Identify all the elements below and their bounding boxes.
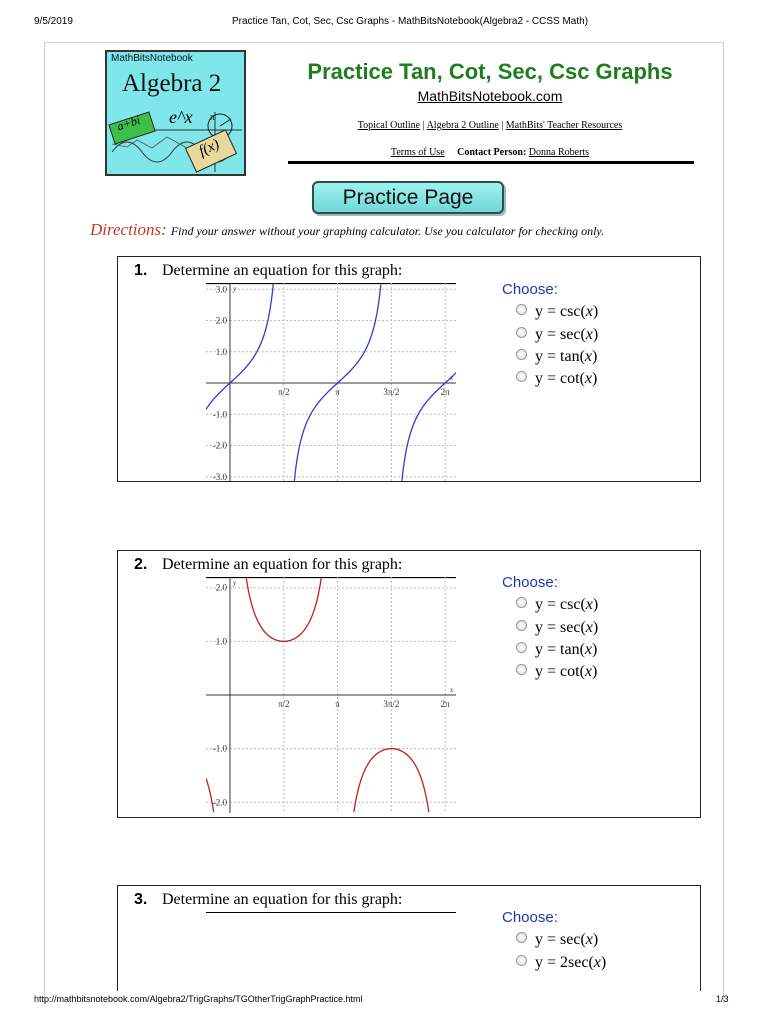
option-sec[interactable] xyxy=(516,931,598,949)
algebra-outline-link[interactable]: Algebra 2 Outline xyxy=(426,120,499,131)
x-tick-label: 3π/2 xyxy=(383,699,400,709)
question-number: 3. xyxy=(134,891,148,908)
option-close: ) xyxy=(592,663,598,680)
teacher-resources-link[interactable]: MathBits' Teacher Resources xyxy=(505,120,623,131)
graph-q2 xyxy=(206,577,456,813)
choose-label: Choose: xyxy=(502,574,558,591)
option-label: y = sec( xyxy=(535,931,586,948)
question-number: 1. xyxy=(134,262,148,279)
x-tick-label: π/2 xyxy=(277,387,290,397)
option-label: y = cot( xyxy=(535,370,585,387)
question-prompt: Determine an equation for this graph: xyxy=(162,262,403,279)
option-label: y = cot( xyxy=(535,663,585,680)
logo-function: f(x) xyxy=(196,136,223,160)
option-close: ) xyxy=(592,931,599,948)
question-box xyxy=(117,550,701,818)
option-close: ) xyxy=(592,370,598,387)
x-axis-label: x xyxy=(450,374,454,382)
radio-button[interactable] xyxy=(516,349,527,360)
footer-page-number: 1/3 xyxy=(716,994,729,1004)
option-label: y = csc( xyxy=(535,303,586,320)
option-close: ) xyxy=(592,348,598,365)
option-close: ) xyxy=(592,641,598,658)
option-tan[interactable] xyxy=(516,641,597,659)
radio-button[interactable] xyxy=(516,304,527,315)
print-title: Practice Tan, Cot, Sec, Csc Graphs - MathBitsNotebook(Algebra2 - CCSS Math) xyxy=(231,16,589,27)
link-separator: | xyxy=(422,120,425,131)
logo-brand: MathBitsNotebook xyxy=(111,53,193,64)
radio-button[interactable] xyxy=(516,327,527,338)
option-close: ) xyxy=(600,954,607,971)
x-tick-label: π xyxy=(335,387,340,397)
logo-course: Algebra 2 xyxy=(122,70,222,97)
option-cot[interactable] xyxy=(516,370,597,388)
y-tick-label: 1.0 xyxy=(215,346,227,357)
option-close: ) xyxy=(592,596,599,613)
y-tick-label: 3.0 xyxy=(215,284,227,295)
option-sec[interactable] xyxy=(516,619,598,637)
logo-complex: a+bi xyxy=(115,112,142,134)
option-close: ) xyxy=(592,303,599,320)
radio-button[interactable] xyxy=(516,664,527,675)
option-2sec[interactable] xyxy=(516,954,606,972)
directions-label: Directions: xyxy=(90,220,167,239)
topical-outline-link[interactable]: Topical Outline xyxy=(357,120,421,131)
x-tick-label: 2π xyxy=(440,699,450,709)
directions xyxy=(90,220,730,240)
y-tick-label: -1.0 xyxy=(212,743,227,754)
radio-button[interactable] xyxy=(516,932,527,943)
page-title: Practice Tan, Cot, Sec, Csc Graphs xyxy=(307,59,673,84)
x-tick-label: π xyxy=(335,699,340,709)
nav-links xyxy=(270,120,710,131)
y-tick-label: -2.0 xyxy=(212,440,227,451)
option-label: y = csc( xyxy=(535,596,586,613)
radio-button[interactable] xyxy=(516,620,527,631)
contact-label: Contact Person: xyxy=(457,147,527,158)
y-axis-label: y xyxy=(232,285,237,293)
radio-button[interactable] xyxy=(516,371,527,382)
x-tick-label: π/2 xyxy=(277,699,290,709)
contact-link[interactable]: Donna Roberts xyxy=(528,147,590,158)
choose-label: Choose: xyxy=(502,909,558,926)
option-var: x xyxy=(584,348,593,365)
option-close: ) xyxy=(592,619,599,636)
option-csc[interactable] xyxy=(516,596,598,614)
x-tick-label: 3π/2 xyxy=(383,387,400,397)
footer-url: http://mathbitsnotebook.com/Algebra2/TrigGraphs/TGOtherTrigGraphPractice.html xyxy=(34,994,363,1004)
option-var: x xyxy=(584,641,593,658)
option-label: y = sec( xyxy=(535,619,586,636)
y-tick-label: 2.0 xyxy=(215,582,227,593)
option-close: ) xyxy=(592,326,599,343)
x-tick-label: 2π xyxy=(440,387,450,397)
option-label: y = sec( xyxy=(535,326,586,343)
link-separator: | xyxy=(501,120,504,131)
header-divider xyxy=(288,161,694,164)
question-box xyxy=(117,256,701,482)
logo-pi: π xyxy=(210,112,215,122)
option-var: x xyxy=(593,954,601,971)
option-var: x xyxy=(585,596,593,613)
option-cot[interactable] xyxy=(516,663,597,681)
radio-button[interactable] xyxy=(516,955,527,966)
option-var: x xyxy=(584,663,593,680)
logo-exp: e^x xyxy=(169,107,193,127)
directions-text: Find your answer without your graphing calculator. Use you calculator for checking only. xyxy=(170,224,605,238)
y-tick-label: -2.0 xyxy=(212,797,227,808)
choose-label: Choose: xyxy=(502,281,558,298)
print-date: 9/5/2019 xyxy=(34,16,73,27)
y-tick-label: -3.0 xyxy=(212,471,227,482)
practice-page-button[interactable]: Practice Page xyxy=(312,181,504,214)
y-axis-label: y xyxy=(232,579,237,587)
option-var: x xyxy=(585,619,593,636)
radio-button[interactable] xyxy=(516,642,527,653)
question-number: 2. xyxy=(134,556,148,573)
graph-q1 xyxy=(206,283,456,482)
y-tick-label: -1.0 xyxy=(212,409,227,420)
terms-link[interactable]: Terms of Use xyxy=(390,147,445,158)
option-csc[interactable] xyxy=(516,303,598,321)
y-tick-label: 2.0 xyxy=(215,315,227,326)
curve-branch xyxy=(206,778,214,812)
question-prompt: Determine an equation for this graph: xyxy=(162,891,403,908)
x-axis-label: x xyxy=(450,686,454,694)
option-label: y = tan( xyxy=(535,641,585,658)
option-label: y = tan( xyxy=(535,348,585,365)
site-link[interactable]: MathBitsNotebook.com xyxy=(417,88,563,104)
option-var: x xyxy=(584,370,593,387)
option-sec[interactable] xyxy=(516,326,598,344)
option-var: x xyxy=(585,303,593,320)
y-tick-label: 1.0 xyxy=(215,636,227,647)
graph-top-rule xyxy=(206,912,456,913)
option-tan[interactable] xyxy=(516,348,597,366)
option-var: x xyxy=(585,931,593,948)
option-var: x xyxy=(585,326,593,343)
question-prompt: Determine an equation for this graph: xyxy=(162,556,403,573)
radio-button[interactable] xyxy=(516,597,527,608)
algebra2-logo[interactable] xyxy=(105,50,246,176)
option-label: y = 2sec( xyxy=(535,954,594,971)
question-box xyxy=(117,885,701,991)
nav-links-secondary xyxy=(270,147,710,158)
